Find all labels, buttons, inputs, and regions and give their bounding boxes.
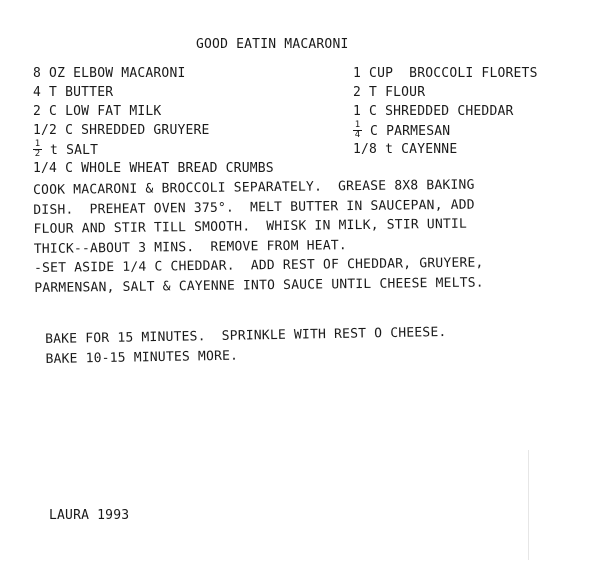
ingredients-left-column [33,64,274,178]
ingredient-line [353,140,538,159]
direction-line: FLOUR AND STIR TILL SMOOTH. WHISK IN MILK, STIR UNTIL [33,216,468,237]
directions-paragraph-1 [33,176,484,298]
fraction [353,121,362,140]
direction-line: BAKE 10-15 MINUTES MORE. [45,348,239,367]
author-signature: LAURA 1993 [49,508,130,523]
direction-line: PARMENSAN, SALT & CAYENNE INTO SAUCE UNTIL CHEESE MELTS. [34,275,484,296]
fraction-denominator: 4 [354,130,361,140]
ingredient-text: 1/8 t CAYENNE [353,142,458,157]
ingredient-text: 1 C SHREDDED CHEDDAR [353,104,514,119]
ingredient-line [33,64,274,83]
ingredient-line [33,102,274,121]
ingredient-text: C PARMESAN [362,124,451,139]
direction-line: -SET ASIDE 1/4 C CHEDDAR. ADD REST OF CHEDDAR, GRUYERE, [33,255,484,276]
direction-line: BAKE FOR 15 MINUTES. SPRINKLE WITH REST O CHEESE. [45,324,447,347]
ingredient-text: 2 C LOW FAT MILK [33,104,162,119]
direction-line: COOK MACARONI & BROCCOLI SEPARATELY. GREASE 8X8 BAKING [33,177,475,198]
scan-edge-mark [528,450,529,560]
fraction-numerator: 1 [34,139,41,149]
ingredient-line [33,140,274,159]
ingredient-line [353,64,538,83]
fraction-denominator: 2 [34,149,41,159]
direction-line: THICK--ABOUT 3 MINS. REMOVE FROM HEAT. [33,237,347,257]
ingredient-line [353,102,538,121]
ingredient-line [33,83,274,102]
ingredient-text: 8 OZ ELBOW MACARONI [33,66,186,81]
ingredient-text: 4 T BUTTER [33,85,114,100]
ingredient-text: 1/2 C SHREDDED GRUYERE [33,123,210,138]
fraction [33,140,42,159]
ingredient-line [33,121,274,140]
ingredient-line [353,83,538,102]
recipe-title: GOOD EATIN MACARONI [196,37,349,52]
ingredient-text: 2 T FLOUR [353,85,426,100]
directions-paragraph-2 [45,323,447,369]
ingredient-text: 1 CUP BROCCOLI FLORETS [353,66,538,81]
fraction-numerator: 1 [354,120,361,130]
ingredient-line [353,121,538,140]
ingredient-text: 1/4 C WHOLE WHEAT BREAD CRUMBS [33,161,274,176]
ingredient-line [33,159,274,178]
direction-line: DISH. PREHEAT OVEN 375°. MELT BUTTER IN SAUCEPAN, ADD [33,197,475,218]
ingredient-text: t SALT [42,143,99,158]
ingredients-right-column [353,64,538,159]
